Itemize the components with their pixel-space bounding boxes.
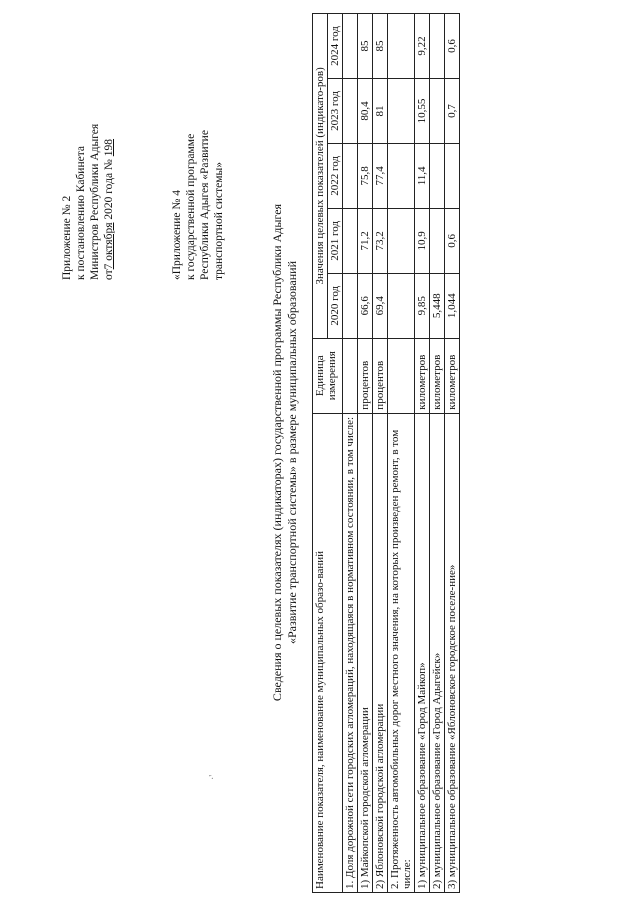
decree-date: 7 октября [103,222,115,270]
header-line: «Приложение № 4 [171,190,183,280]
indicator-value: 9,85 [415,273,430,338]
header-line: к государственной программе [185,133,197,280]
col-header-name: Наименование показателя, наименование муниципальных образо-ваний [313,413,343,892]
indicator-unit [388,338,415,413]
indicator-value [445,143,460,208]
table-row [388,14,415,893]
indicator-value: 10,55 [415,78,430,143]
appendix-header-program [170,130,226,280]
indicator-value: 1,044 [445,273,460,338]
indicator-value: 0,6 [445,14,460,79]
year-header: 2023 год [328,78,343,143]
indicator-value: 5,448 [430,273,445,338]
indicator-name: 1) Майкопской городской агломерации [358,413,373,892]
indicator-value: 10,9 [415,208,430,273]
indicator-value [388,78,415,143]
indicator-value: 80,4 [358,78,373,143]
indicator-value: 85 [358,14,373,79]
indicator-value: 0,7 [445,78,460,143]
indicator-value: 81 [373,78,388,143]
table-row [445,14,460,893]
indicator-value [343,273,358,338]
year-header: 2024 год [328,14,343,79]
indicator-value [430,14,445,79]
year-header: 2022 год [328,143,343,208]
indicator-unit: процентов [358,338,373,413]
indicator-unit: процентов [373,338,388,413]
indicator-value: 0,6 [445,208,460,273]
decree-number: 198 [103,138,115,157]
indicator-name: 1) муниципальное образование «Город Майкоп» [415,413,430,892]
indicator-value: 71,2 [358,208,373,273]
table-row [343,14,358,893]
appendix-header-decree [60,124,116,280]
indicator-name: 2) муниципальное образование «Город Адыгейск» [430,413,445,892]
header-line: Министров Республики Адыгея [89,123,101,280]
table-row [415,14,430,893]
indicator-value: 66,6 [358,273,373,338]
indicator-unit: километров [445,338,460,413]
indicator-unit: километров [430,338,445,413]
indicator-name: 2. Протяженность автомобильных дорог местного значения, на которых произведен ремонт, в том числе: [388,413,415,892]
indicator-value [343,78,358,143]
table-row [358,14,373,893]
indicator-name: 2) Яблоновской городской агломерации [373,413,388,892]
indicator-value [343,208,358,273]
indicator-unit: километров [415,338,430,413]
indicator-name: 1. Доля дорожной сети городских агломераций, находящаяся в нормативном состоянии, в том числе: [343,413,358,892]
year-header: 2021 год [328,208,343,273]
indicator-name: 3) муниципальное образование «Яблоновское городское поселе-ние» [445,413,460,892]
table-row [373,14,388,893]
indicator-value [388,143,415,208]
indicator-value [388,208,415,273]
indicators-table [312,13,460,893]
indicator-value [343,143,358,208]
col-header-unit: Единица измерения [313,338,343,413]
indicator-value: 69,4 [373,273,388,338]
title-line: «Развитие транспортной системы» в размере муниципальных образований [285,260,299,645]
date-mid: 2020 года № [103,159,115,220]
indicator-unit [343,338,358,413]
indicator-value: 73,2 [373,208,388,273]
indicator-value: 77,4 [373,143,388,208]
header-line: Республики Адыгея «Развитие [199,130,211,280]
indicator-value [430,78,445,143]
indicator-value [343,14,358,79]
document-title [270,0,300,905]
header-line: к постановлению Кабинета [75,146,87,280]
scan-mark: ·' [208,774,219,780]
header-line: Приложение № 2 [61,195,73,280]
year-header: 2020 год [328,273,343,338]
indicator-value: 9,22 [415,14,430,79]
indicator-value: 85 [373,14,388,79]
header-line: транспортной системы» [213,162,225,280]
indicator-value: 75,8 [358,143,373,208]
date-prefix: от [103,269,115,280]
indicator-value [430,208,445,273]
indicator-value [388,273,415,338]
header-line [102,124,116,280]
col-header-values: Значения целевых показателей (индикато-ров) [313,14,328,339]
indicator-value [430,143,445,208]
indicator-value [388,14,415,79]
table-row [430,14,445,893]
title-line: Сведения о целевых показателях (индикаторах) государственной программы Республики Адыгея [270,203,284,702]
indicator-value: 11,4 [415,143,430,208]
